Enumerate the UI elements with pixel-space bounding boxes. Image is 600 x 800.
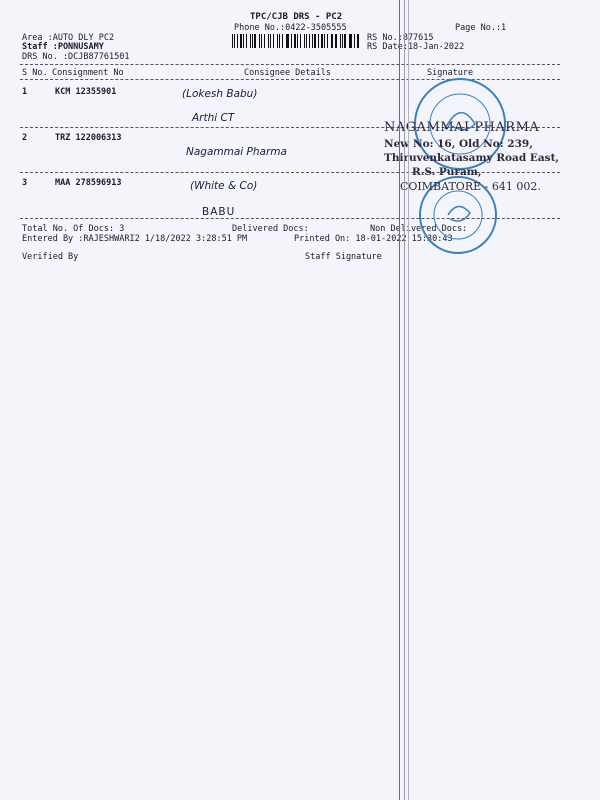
barcode-bar	[350, 34, 351, 48]
barcode-bar	[268, 34, 269, 48]
col-sno: S No.	[22, 68, 48, 78]
non-delivered-docs: Non Delivered Docs:	[370, 224, 468, 234]
row-sno: 3	[22, 178, 28, 188]
barcode-bar	[270, 34, 271, 48]
col-signature: Signature	[427, 68, 474, 78]
barcode-bar	[291, 34, 292, 48]
barcode-bar	[312, 34, 313, 48]
stamp-name: NAGAMMAI PHARMA	[384, 120, 540, 135]
total-docs: Total No. Of Docs: 3	[22, 224, 125, 234]
verified-by: Verified By	[22, 252, 79, 262]
barcode-bar	[342, 34, 343, 48]
barcode-bar	[287, 34, 288, 48]
barcode-bar	[282, 34, 283, 48]
barcode-bar	[243, 34, 244, 48]
barcode-bar	[335, 34, 337, 48]
barcode-bar	[277, 34, 278, 48]
stamp-address: New No: 16, Old No: 239,	[384, 138, 533, 150]
barcode-bar	[286, 34, 287, 48]
barcode-bar	[357, 34, 359, 48]
staff-field: Staff :PONNUSAMY	[22, 42, 104, 52]
printed-on: Printed On: 18-01-2022 15:30:43	[294, 234, 453, 244]
handwritten-note: (Lokesh Babu)	[182, 88, 258, 100]
drs-number: DRS No. :DCJB87761501	[22, 52, 130, 62]
barcode-bar	[279, 34, 280, 48]
barcode-bar	[318, 34, 319, 48]
area-field: Area :AUTO DLY PC2	[22, 33, 115, 43]
row-consignment: TRZ 122006313	[55, 133, 122, 143]
barcode-bar	[273, 34, 275, 48]
barcode-bar	[324, 34, 325, 48]
barcode-bar	[304, 34, 305, 48]
row-consignment: MAA 278596913	[55, 178, 122, 188]
barcode-bar	[297, 34, 298, 48]
staff-signature-label: Staff Signature	[305, 252, 382, 262]
barcode-bar	[340, 34, 341, 48]
col-consignment: Consignment No	[52, 68, 124, 78]
barcode-bar	[349, 34, 350, 48]
barcode-bar	[332, 34, 333, 48]
barcode-bar	[344, 34, 345, 48]
stamp-address: R.S. Puram,	[412, 166, 482, 178]
page-number: Page No.:1	[455, 23, 507, 33]
entered-by: Entered By :RAJESHWARI2 1/18/2022 3:28:51 PM	[22, 234, 248, 244]
col-consignee: Consignee Details	[244, 68, 331, 78]
handwritten-note: (White & Co)	[190, 180, 258, 192]
document-title: TPC/CJB DRS - PC2	[250, 12, 343, 22]
barcode-bar	[294, 34, 296, 48]
barcode-bar	[261, 34, 262, 48]
handwritten-note: Nagammai Pharma	[186, 146, 287, 158]
barcode-bar	[234, 34, 235, 48]
barcode-bar	[246, 34, 247, 48]
barcode-bar	[327, 34, 328, 48]
barcode-bar	[264, 34, 265, 48]
handwritten-note: Arthi CT	[192, 112, 235, 124]
stamp-address: Thiruvenkatasamy Road East,	[384, 152, 560, 164]
rs-number: RS No.:877615	[367, 33, 434, 43]
barcode-bar	[321, 34, 322, 48]
barcode-bar	[232, 34, 233, 48]
barcode-bar	[309, 34, 310, 48]
barcode-bar	[306, 34, 307, 48]
barcode-bar	[240, 34, 242, 48]
scan-line	[404, 0, 405, 800]
barcode-bar	[354, 34, 355, 48]
row-consignment: KCM 12355901	[55, 87, 117, 97]
stamp-address: COIMBATORE - 641 002.	[400, 180, 541, 193]
barcode-bar	[254, 34, 255, 48]
scan-line	[399, 0, 400, 800]
row-sno: 2	[22, 133, 28, 143]
row-sno: 1	[22, 87, 28, 97]
divider	[20, 64, 560, 65]
barcode-bar	[259, 34, 261, 48]
delivered-docs: Delivered Docs:	[232, 224, 309, 234]
barcode-bar	[250, 34, 251, 48]
phone-number: Phone No.:0422-3505555	[234, 23, 347, 33]
barcode-image	[232, 34, 360, 48]
handwritten-note: BABU	[202, 206, 236, 218]
barcode-bar	[314, 34, 316, 48]
rs-date: RS Date:18-Jan-2022	[367, 42, 465, 52]
scan-line	[408, 0, 409, 800]
barcode-bar	[331, 34, 332, 48]
barcode-bar	[300, 34, 301, 48]
barcode-bar	[252, 34, 253, 48]
barcode-bar	[237, 34, 238, 48]
